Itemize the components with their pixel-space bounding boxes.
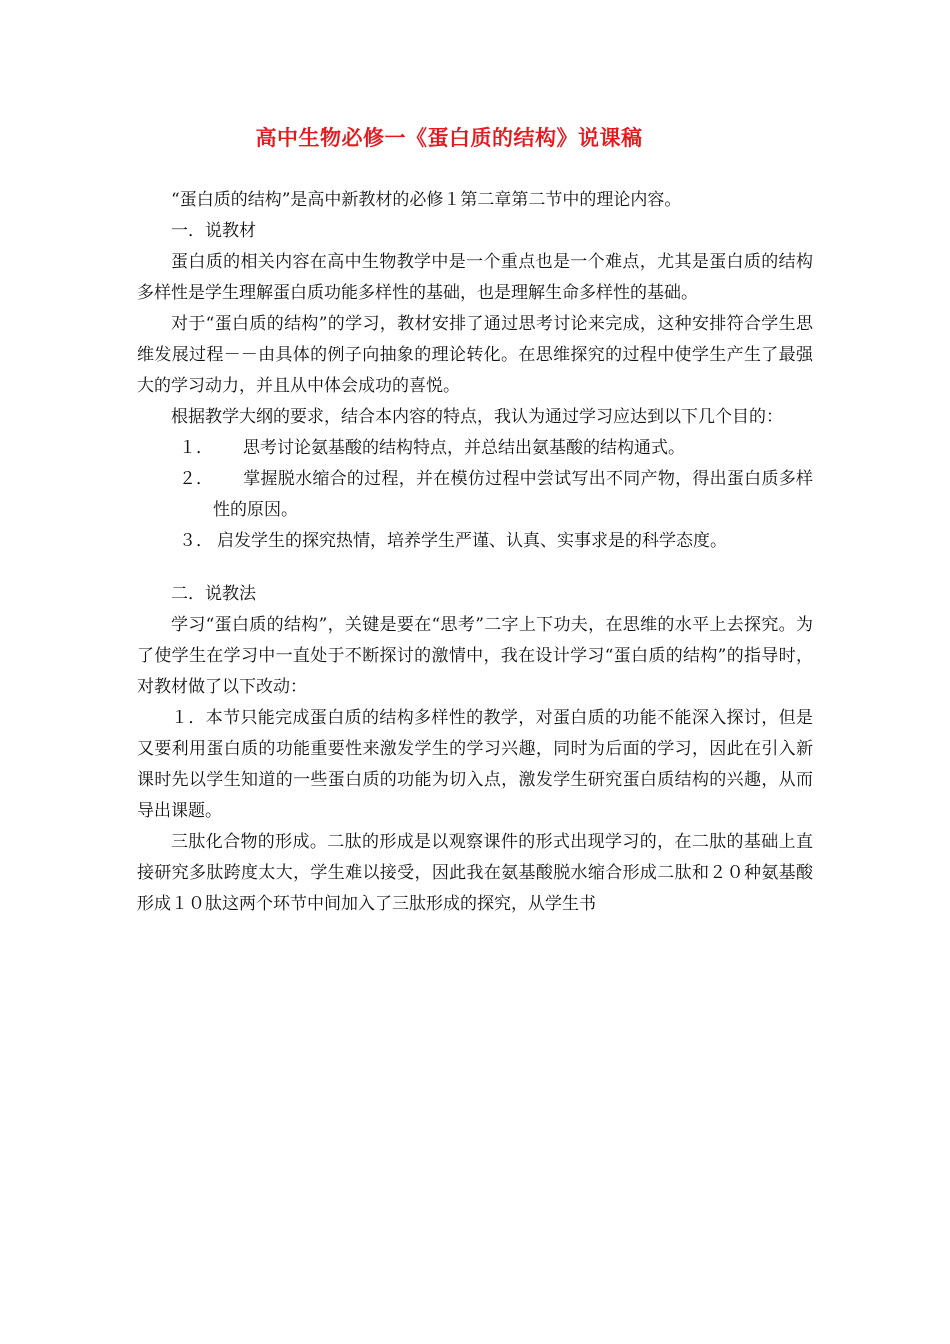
document-title: 高中生物必修一《蛋白质的结构》说课稿 [255, 125, 643, 150]
section-gap [137, 557, 813, 579]
goal-item [137, 464, 813, 526]
paragraph: 对于“蛋白质的结构”的学习，教材安排了通过思考讨论来完成，这种安排符合学生思维发展过程－－由具体的例子向抽象的理论转化。在思维探究的过程中使学生产生了最强大的学习动力，并且从中体会成功的喜悦。 [137, 314, 813, 396]
paragraph: 根据教学大纲的要求，结合本内容的特点，我认为通过学习应达到以下几个目的： [171, 407, 783, 427]
document-body [137, 185, 813, 920]
paragraph: 蛋白质的相关内容在高中生物教学中是一个重点也是一个难点，尤其是蛋白质的结构多样性是学生理解蛋白质功能多样性的基础，也是理解生命多样性的基础。 [137, 252, 813, 303]
goal-text: 思考讨论氨基酸的结构特点，并总结出氨基酸的结构通式。 [243, 438, 685, 458]
goal-number: ２． [179, 469, 213, 489]
goal-item [137, 526, 813, 557]
goal-number: １． [179, 438, 213, 458]
paragraph: 学习“蛋白质的结构”，关键是要在“思考”二字上下功夫，在思维的水平上去探究。为了使学生在学习中一直处于不断探讨的激情中，我在设计学习“蛋白质的结构”的指导时，对教材做了以下改动： [137, 615, 813, 697]
goal-item [137, 433, 813, 464]
goal-number: ３． [179, 531, 213, 551]
goal-text: 启发学生的探究热情，培养学生严谨、认真、实事求是的科学态度。 [217, 531, 727, 551]
intro-paragraph: “蛋白质的结构”是高中新教材的必修１第二章第二节中的理论内容。 [171, 190, 682, 210]
paragraph: 三肽化合物的形成。二肽的形成是以观察课件的形式出现学习的，在二肽的基础上直接研究多肽跨度太大，学生难以接受，因此我在氨基酸脱水缩合形成二肽和２０种氨基酸形成１０肽这两个环节中间加入了三肽形成的探究，从学生书 [137, 832, 813, 914]
section-heading-teaching-material: 一．说教材 [171, 221, 256, 241]
section-heading-teaching-method: 二．说教法 [171, 584, 256, 604]
paragraph: １．本节只能完成蛋白质的结构多样性的教学，对蛋白质的功能不能深入探讨，但是又要利用蛋白质的功能重要性来激发学生的学习兴趣，同时为后面的学习，因此在引入新课时先以学生知道的一些蛋白质的功能为切入点，激发学生研究蛋白质结构的兴趣，从而导出课题。 [137, 708, 813, 821]
goal-text: 掌握脱水缩合的过程，并在模仿过程中尝试写出不同产物，得出蛋白质多样性的原因。 [213, 469, 813, 520]
